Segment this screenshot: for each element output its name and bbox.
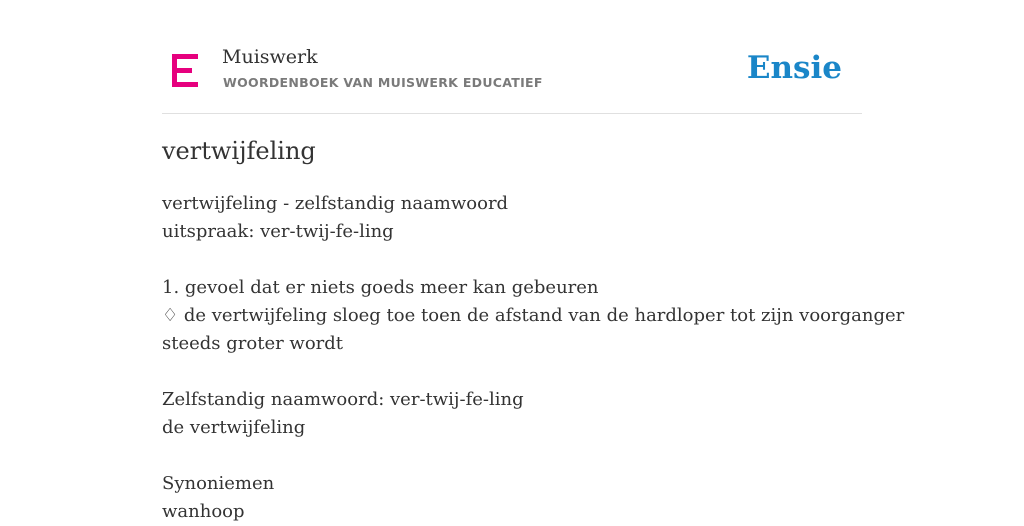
definition-line-example-cont: steeds groter wordt (162, 333, 344, 354)
definition-body (162, 190, 905, 526)
synonym-item[interactable]: wanhoop (162, 501, 245, 522)
spacer (162, 358, 867, 386)
definition-line-pronunciation: uitspraak: ver-twij-fe-ling (162, 221, 394, 242)
brand-subtitle: WOORDENBOEK VAN MUISWERK EDUCATIEF (223, 75, 543, 90)
brand-name[interactable]: Muiswerk (222, 46, 318, 68)
synonyms-heading: Synoniemen (162, 473, 275, 494)
page-title: vertwijfeling (162, 137, 316, 165)
ensie-logo[interactable]: Ensie (746, 50, 842, 86)
spacer (162, 442, 867, 470)
definition-line-word-class: vertwijfeling - zelfstandig naamwoord (162, 193, 509, 214)
definition-line-meaning: 1. gevoel dat er niets goeds meer kan gebeuren (162, 277, 599, 298)
definition-line-example: ♢ de vertwijfeling sloeg toe toen de afstand van de hardloper tot zijn voorganger (162, 305, 905, 326)
definition-line-noun: Zelfstandig naamwoord: ver-twij-fe-ling (162, 389, 524, 410)
spacer (162, 246, 867, 274)
muiswerk-logo-icon[interactable] (172, 54, 200, 88)
definition-line-article: de vertwijfeling (162, 417, 306, 438)
page-container (162, 0, 905, 522)
header (162, 0, 862, 114)
